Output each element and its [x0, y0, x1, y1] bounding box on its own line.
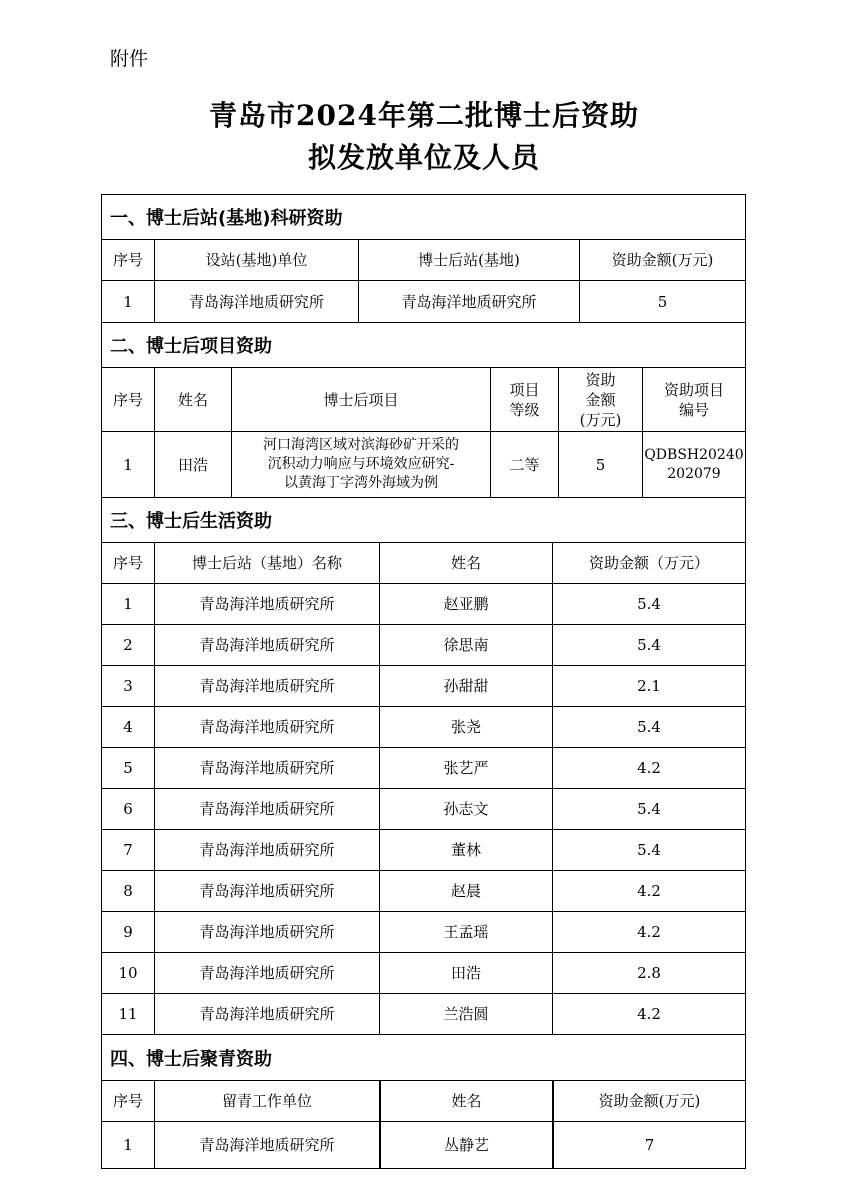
- table-cell: 2.8: [552, 953, 745, 993]
- section1-header-row: [102, 239, 745, 280]
- attachment-label: 附件: [110, 48, 149, 70]
- table-cell: 二等: [490, 432, 558, 497]
- table-cell: 5.4: [552, 789, 745, 829]
- table-cell: 8: [123, 882, 133, 900]
- table-cell: 4: [123, 718, 133, 736]
- table-cell: 张艺严: [379, 748, 552, 788]
- table-cell: 青岛海洋地质研究所: [154, 912, 379, 952]
- header-cell: 序号: [112, 1092, 143, 1110]
- table-cell: 河口海湾区域对滨海砂矿开采的 沉积动力响应与环境效应研究- 以黄海丁字湾外海域为例: [231, 432, 490, 497]
- section3-heading: 三、博士后生活资助: [102, 497, 745, 542]
- table-cell: 9: [123, 923, 133, 941]
- table-cell: 5: [579, 281, 745, 322]
- table-cell: 5: [123, 759, 133, 777]
- header-cell: 博士后项目: [231, 368, 490, 431]
- table-cell: 5.4: [552, 707, 745, 747]
- table-cell: 7: [552, 1122, 745, 1168]
- header-cell: 姓名: [379, 543, 552, 583]
- table-cell: 徐思南: [379, 625, 552, 665]
- table-cell: 青岛海洋地质研究所: [154, 748, 379, 788]
- table-cell: 4.2: [552, 994, 745, 1034]
- table-row: [102, 993, 745, 1034]
- document-subtitle: 拟发放单位及人员: [307, 141, 540, 174]
- table-cell: 1: [123, 455, 133, 474]
- table-cell: 青岛海洋地质研究所: [154, 1122, 379, 1168]
- table-cell: 青岛海洋地质研究所: [154, 953, 379, 993]
- table-cell: 青岛海洋地质研究所: [358, 281, 579, 322]
- table-row: [102, 583, 745, 624]
- header-cell: 资助项目 编号: [642, 368, 745, 431]
- table-row: [102, 829, 745, 870]
- table-cell: 赵晨: [379, 871, 552, 911]
- table-cell: 青岛海洋地质研究所: [154, 994, 379, 1034]
- table-row: [102, 280, 745, 322]
- table-row: [102, 624, 745, 665]
- table-cell: 3: [123, 677, 133, 695]
- table-row: [102, 431, 745, 497]
- section4-heading: 四、博士后聚青资助: [102, 1034, 745, 1080]
- section1-heading: 一、博士后站(基地)科研资助: [110, 208, 343, 229]
- section3-header-row: [102, 542, 745, 583]
- header-cell: 资助金额（万元）: [552, 543, 745, 583]
- header-cell: 资助 金额 (万元): [558, 368, 642, 431]
- section2-header-row: [102, 367, 745, 431]
- table-row: [102, 665, 745, 706]
- table-cell: QDBSH20240 202079: [642, 432, 745, 497]
- table-cell: 青岛海洋地质研究所: [154, 584, 379, 624]
- header-cell: 博士后站(基地): [358, 240, 579, 280]
- table-cell: 青岛海洋地质研究所: [154, 625, 379, 665]
- table-cell: 2: [123, 636, 133, 654]
- table-cell: 青岛海洋地质研究所: [154, 789, 379, 829]
- table-cell: 1: [123, 292, 133, 311]
- header-cell: 姓名: [379, 1081, 552, 1121]
- table-cell: 青岛海洋地质研究所: [154, 830, 379, 870]
- header-cell: 姓名: [154, 368, 231, 431]
- table-cell: 10: [118, 964, 138, 982]
- table-cell: 董林: [379, 830, 552, 870]
- table-row: [102, 952, 745, 993]
- table-cell: 青岛海洋地质研究所: [154, 666, 379, 706]
- table-cell: 5: [558, 432, 642, 497]
- section4-header-row: [102, 1080, 745, 1121]
- table-row: [102, 870, 745, 911]
- table-cell: 4.2: [552, 748, 745, 788]
- table-cell: 青岛海洋地质研究所: [154, 871, 379, 911]
- table-row: [102, 911, 745, 952]
- table-cell: 孙志文: [379, 789, 552, 829]
- header-cell: 资助金额(万元): [579, 240, 745, 280]
- document-title: 青岛市2024年第二批博士后资助: [209, 99, 639, 132]
- table-row: [102, 747, 745, 788]
- header-cell: 序号: [112, 554, 143, 572]
- table-cell: 4.2: [552, 871, 745, 911]
- table-cell: 2.1: [552, 666, 745, 706]
- table-cell: 6: [123, 800, 133, 818]
- table-cell: 孙甜甜: [379, 666, 552, 706]
- table-cell: 4.2: [552, 912, 745, 952]
- table-cell: 青岛海洋地质研究所: [154, 281, 358, 322]
- table-cell: 田浩: [379, 953, 552, 993]
- table-cell: 1: [123, 595, 133, 613]
- header-cell: 留青工作单位: [154, 1081, 379, 1121]
- table-cell: 7: [123, 841, 133, 859]
- section2-heading: 二、博士后项目资助: [102, 322, 745, 367]
- table-cell: 兰浩圆: [379, 994, 552, 1034]
- header-cell: 博士后站（基地）名称: [154, 543, 379, 583]
- table-cell: 青岛海洋地质研究所: [154, 707, 379, 747]
- table-cell: 王孟瑶: [379, 912, 552, 952]
- table-row: [102, 1121, 745, 1168]
- table-cell: 丛静艺: [379, 1122, 552, 1168]
- table-cell: 5.4: [552, 584, 745, 624]
- table-row: [102, 706, 745, 747]
- table-cell: 1: [123, 1136, 133, 1154]
- header-cell: 项目 等级: [490, 368, 558, 431]
- table-cell: 张尧: [379, 707, 552, 747]
- header-cell: 资助金额(万元): [552, 1081, 745, 1121]
- table-cell: 5.4: [552, 625, 745, 665]
- header-cell: 序号: [112, 251, 143, 269]
- table-cell: 5.4: [552, 830, 745, 870]
- allocation-table: [101, 194, 746, 1169]
- header-cell: 设站(基地)单位: [154, 240, 358, 280]
- table-row: [102, 788, 745, 829]
- header-cell: 序号: [112, 390, 143, 409]
- table-cell: 赵亚鹏: [379, 584, 552, 624]
- table-cell: 11: [118, 1005, 138, 1023]
- table-cell: 田浩: [154, 432, 231, 497]
